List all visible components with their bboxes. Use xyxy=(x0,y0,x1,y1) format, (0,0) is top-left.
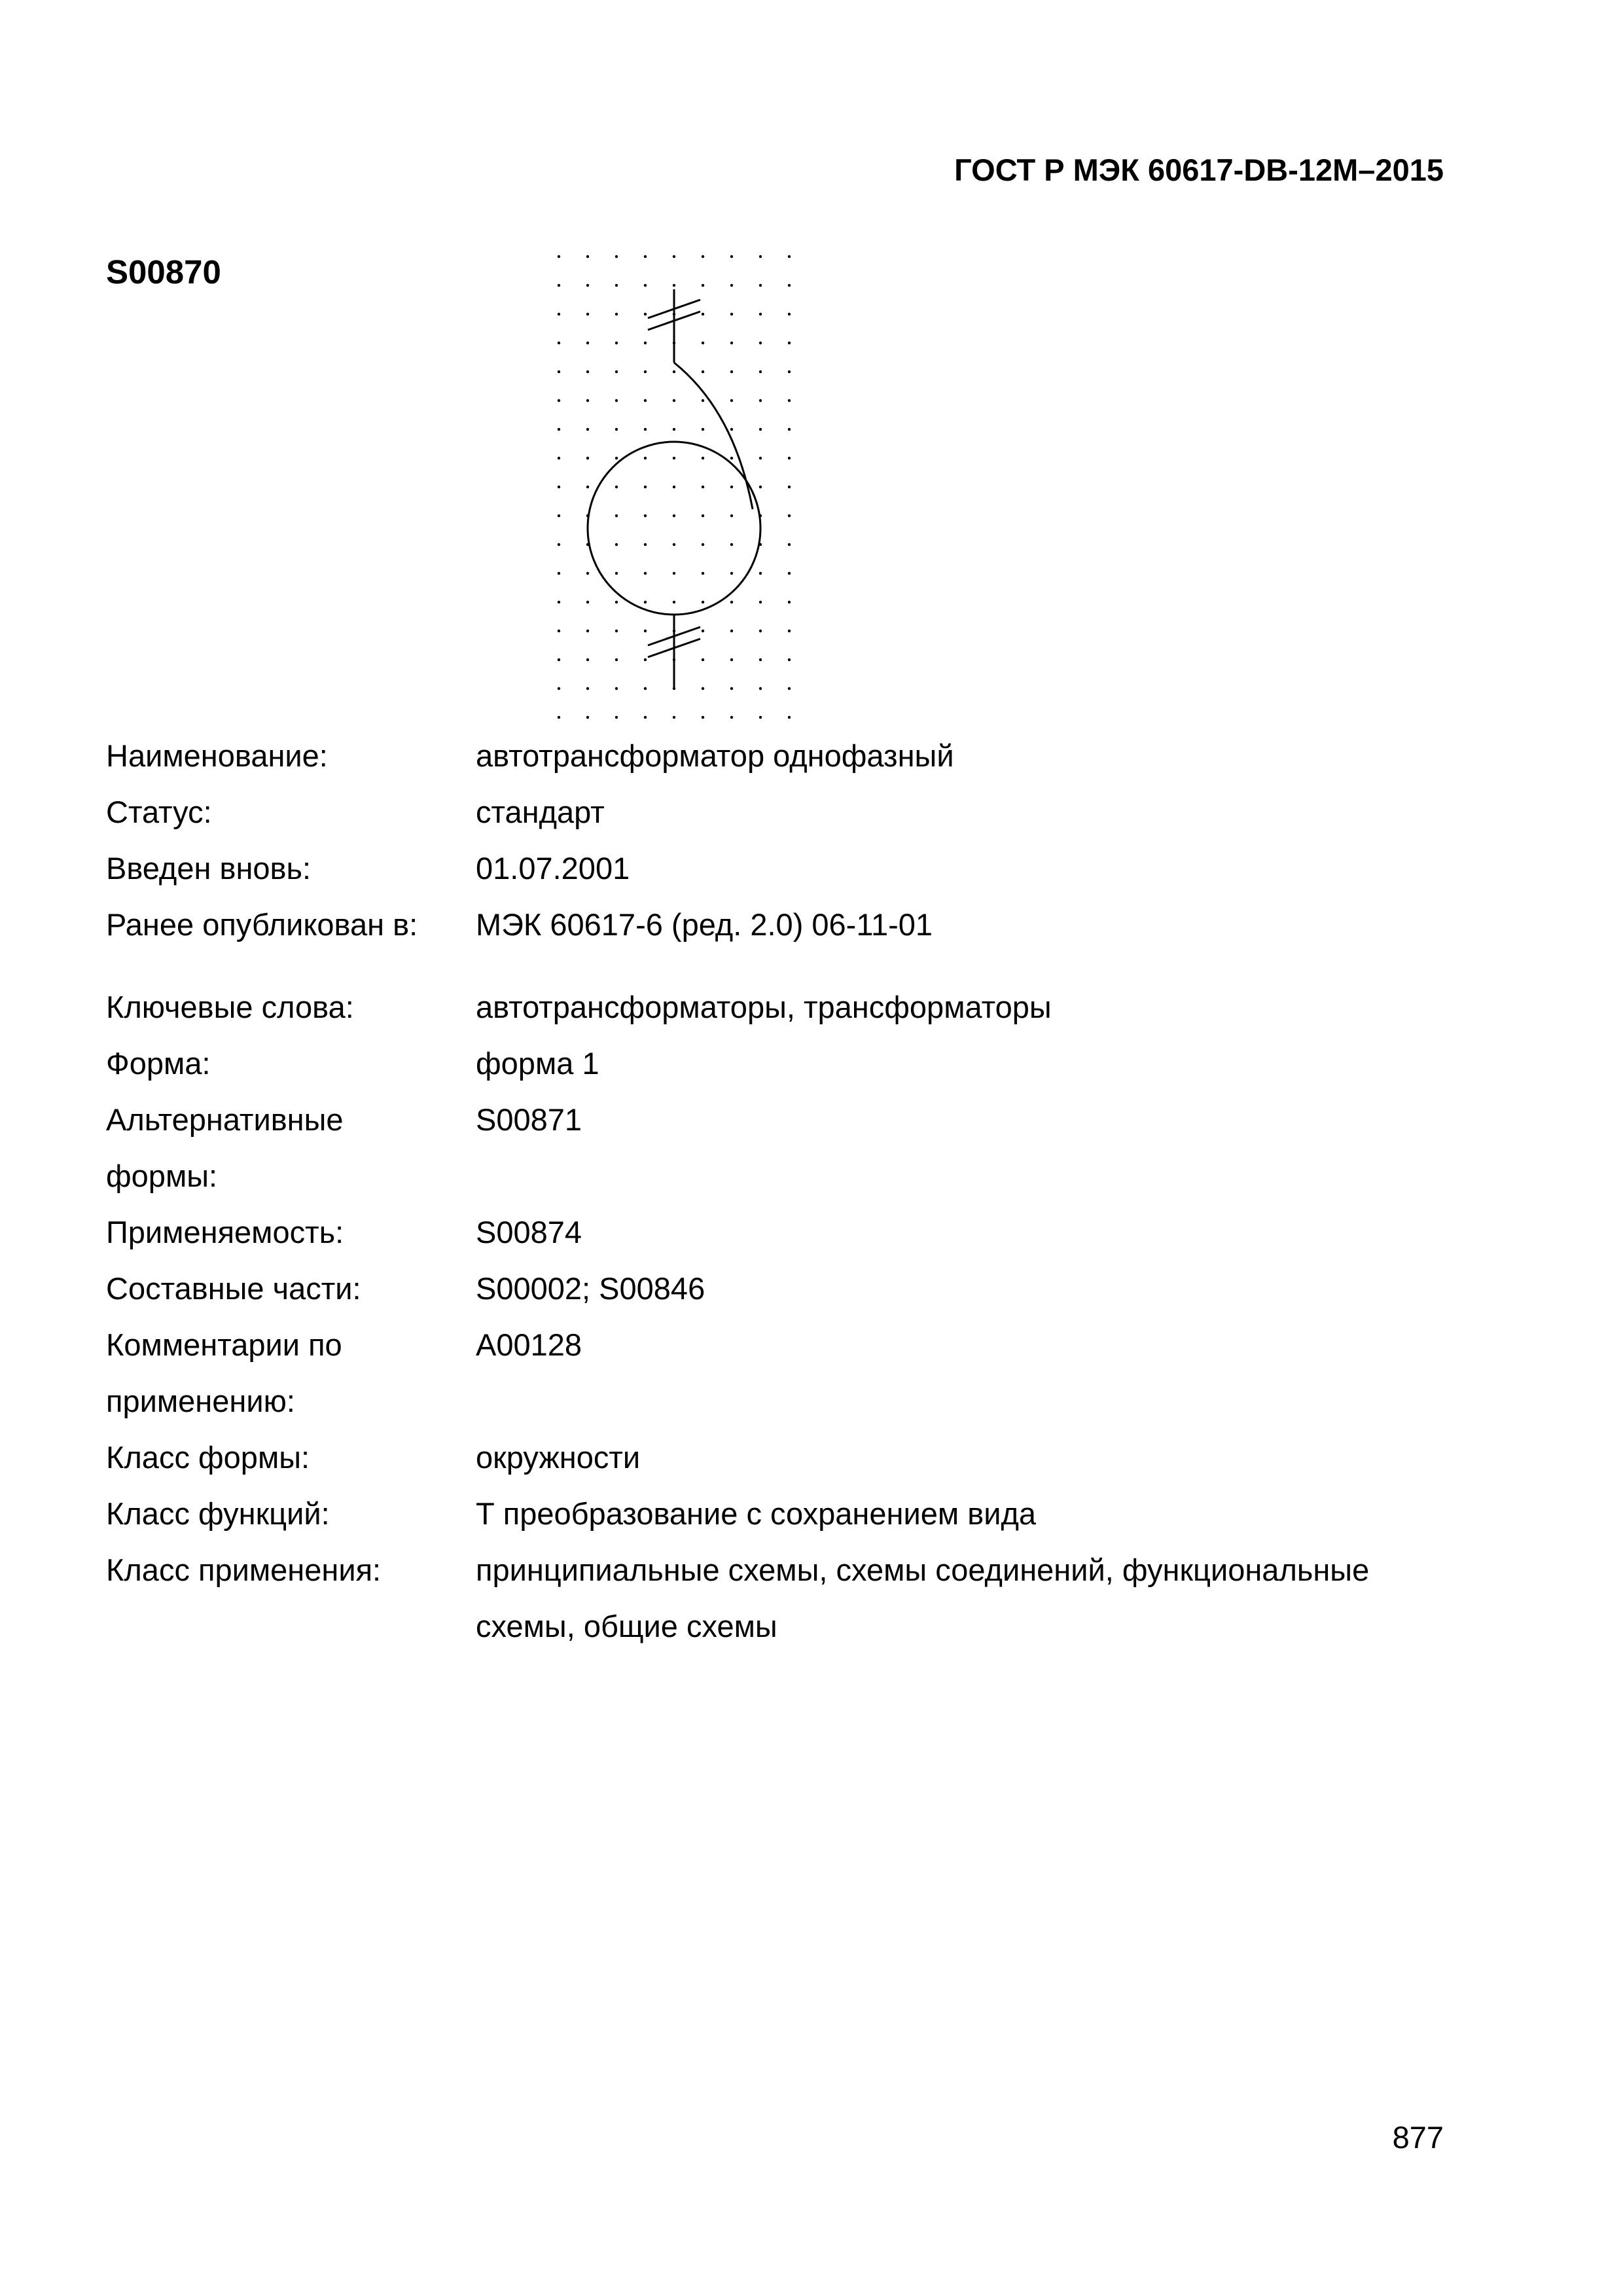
grid-dot xyxy=(586,457,589,459)
grid-dot xyxy=(644,255,647,258)
grid-dot xyxy=(558,399,560,402)
grid-dot xyxy=(730,342,733,344)
grid-dot xyxy=(730,543,733,546)
property-label: Наименование: xyxy=(106,738,328,773)
grid-dot xyxy=(644,572,647,575)
property-row-application-comments xyxy=(106,1317,1415,1429)
grid-dot xyxy=(586,370,589,373)
grid-dot xyxy=(730,284,733,287)
property-label: Ранее опубликован в: xyxy=(106,907,418,942)
grid-dot xyxy=(615,716,618,719)
grid-dot xyxy=(702,572,704,575)
grid-dot xyxy=(586,687,589,690)
grid-dot xyxy=(558,658,560,661)
property-label: Альтернативные формы: xyxy=(106,1102,344,1193)
grid-dot xyxy=(702,255,704,258)
grid-dot xyxy=(673,370,675,373)
grid-dot xyxy=(558,543,560,546)
tap-arc xyxy=(674,363,753,509)
grid-dot xyxy=(730,572,733,575)
grid-dot xyxy=(702,284,704,287)
grid-dot xyxy=(558,284,560,287)
grid-dot xyxy=(615,601,618,603)
property-row-application-class xyxy=(106,1542,1415,1655)
grid-dot xyxy=(558,601,560,603)
grid-dot xyxy=(702,399,704,402)
page-number: 877 xyxy=(1392,2120,1444,2155)
grid-dot xyxy=(644,601,647,603)
grid-dot xyxy=(759,284,762,287)
grid-dot xyxy=(615,658,618,661)
grid-dot xyxy=(673,255,675,258)
grid-dot xyxy=(558,342,560,344)
grid-dot xyxy=(615,572,618,575)
grid-dot xyxy=(615,313,618,315)
grid-dot xyxy=(730,370,733,373)
property-value: Т преобразование с сохранением вида xyxy=(476,1496,1037,1531)
grid-dot xyxy=(673,514,675,517)
property-value: автотрансформаторы, трансформаторы xyxy=(476,990,1052,1024)
grid-dot xyxy=(730,514,733,517)
grid-dot xyxy=(586,630,589,632)
property-row-keywords xyxy=(106,979,1415,1035)
grid-dot xyxy=(702,486,704,488)
grid-dot xyxy=(644,630,647,632)
grid-dot xyxy=(759,313,762,315)
grid-dot xyxy=(759,486,762,488)
grid-dot xyxy=(558,572,560,575)
grid-dot xyxy=(759,399,762,402)
grid-dot xyxy=(586,486,589,488)
property-value: S00871 xyxy=(476,1102,582,1137)
grid-dot xyxy=(673,716,675,719)
grid-dot xyxy=(788,716,791,719)
property-label: Комментарии по применению: xyxy=(106,1327,342,1418)
grid-dot xyxy=(615,342,618,344)
grid-dot xyxy=(644,658,647,661)
grid-dot xyxy=(730,601,733,603)
grid-dot xyxy=(702,687,704,690)
grid-dot xyxy=(730,399,733,402)
grid-dot xyxy=(615,514,618,517)
grid-dot xyxy=(615,428,618,431)
symbol-strokes xyxy=(588,289,760,689)
property-row-applicability xyxy=(106,1204,1415,1261)
grid-dot xyxy=(615,399,618,402)
property-value: МЭК 60617-6 (ред. 2.0) 06-11-01 xyxy=(476,907,933,942)
grid-dot xyxy=(615,255,618,258)
property-value: S00874 xyxy=(476,1215,582,1249)
grid-dot xyxy=(788,255,791,258)
property-label: Класс функций: xyxy=(106,1496,330,1531)
grid-dot xyxy=(615,284,618,287)
grid-dot xyxy=(586,428,589,431)
grid-dot xyxy=(759,572,762,575)
grid-dot xyxy=(788,428,791,431)
grid-dot xyxy=(558,255,560,258)
grid-dot xyxy=(702,514,704,517)
property-row-alternative-forms xyxy=(106,1092,1415,1204)
property-row-name xyxy=(106,728,1415,784)
grid-dot xyxy=(702,370,704,373)
single-phase-autotransformer-symbol-icon xyxy=(543,247,805,732)
grid-dot xyxy=(759,630,762,632)
grid-dot xyxy=(788,514,791,517)
grid-dot xyxy=(644,284,647,287)
grid-dot xyxy=(788,399,791,402)
grid-dot xyxy=(558,370,560,373)
symbol-code: S00870 xyxy=(106,253,221,291)
grid-dot xyxy=(615,543,618,546)
grid-dot xyxy=(644,399,647,402)
property-label: Применяемость: xyxy=(106,1215,344,1249)
grid-dot xyxy=(673,543,675,546)
property-row-function-class xyxy=(106,1486,1415,1542)
grid-dot xyxy=(586,572,589,575)
grid-dot xyxy=(730,255,733,258)
grid-dot xyxy=(702,342,704,344)
property-label: Статус: xyxy=(106,795,212,829)
grid-dot xyxy=(644,342,647,344)
property-value: окружности xyxy=(476,1440,641,1475)
grid-dot xyxy=(730,428,733,431)
property-value: S00002; S00846 xyxy=(476,1271,705,1306)
grid-dot xyxy=(730,687,733,690)
grid-dot xyxy=(586,284,589,287)
grid-dot xyxy=(673,428,675,431)
grid-dot xyxy=(558,630,560,632)
property-value: A00128 xyxy=(476,1327,582,1362)
grid-dot xyxy=(644,486,647,488)
grid-dot xyxy=(759,601,762,603)
grid-dot xyxy=(558,428,560,431)
property-row-form xyxy=(106,1035,1415,1092)
grid-dot xyxy=(788,284,791,287)
grid-dot xyxy=(788,457,791,459)
property-row-components xyxy=(106,1261,1415,1317)
grid-dot xyxy=(759,342,762,344)
grid-dot xyxy=(788,370,791,373)
grid-dot xyxy=(586,255,589,258)
property-value: стандарт xyxy=(476,795,605,829)
grid-dot xyxy=(788,572,791,575)
grid-dot xyxy=(759,687,762,690)
property-row-previously-published xyxy=(106,897,1415,953)
grid-dot xyxy=(730,716,733,719)
grid-dot xyxy=(558,514,560,517)
grid-dot xyxy=(558,687,560,690)
grid-dot xyxy=(702,630,704,632)
grid-dot xyxy=(586,716,589,719)
grid-dot xyxy=(702,313,704,315)
grid-dot xyxy=(788,687,791,690)
grid-dot xyxy=(586,313,589,315)
grid-dot xyxy=(615,370,618,373)
grid-dot xyxy=(558,313,560,315)
winding-circle xyxy=(588,442,760,615)
grid-dot xyxy=(644,687,647,690)
grid-dot xyxy=(644,457,647,459)
grid-dot xyxy=(730,630,733,632)
property-label: Класс формы: xyxy=(106,1440,310,1475)
grid-dot xyxy=(558,457,560,459)
grid-dot xyxy=(788,342,791,344)
property-label: Ключевые слова: xyxy=(106,990,354,1024)
grid-dot xyxy=(702,543,704,546)
grid-dot xyxy=(615,687,618,690)
property-label: Составные части: xyxy=(106,1271,361,1306)
document-standard-header: ГОСТ Р МЭК 60617-DB-12M–2015 xyxy=(954,152,1444,187)
grid-dot xyxy=(586,601,589,603)
grid-dot xyxy=(644,428,647,431)
grid-dot xyxy=(788,543,791,546)
grid-dot xyxy=(586,658,589,661)
grid-dot xyxy=(730,658,733,661)
grid-dot xyxy=(644,370,647,373)
property-label: Класс применения: xyxy=(106,1552,382,1587)
property-row-shape-class xyxy=(106,1429,1415,1486)
symbol-properties-list xyxy=(106,728,1415,1655)
grid-dot xyxy=(759,658,762,661)
grid-dot xyxy=(730,457,733,459)
grid-dot xyxy=(759,255,762,258)
grid-dot xyxy=(673,457,675,459)
grid-dot xyxy=(788,313,791,315)
grid-dot xyxy=(702,658,704,661)
grid-dot xyxy=(702,601,704,603)
grid-dot xyxy=(673,399,675,402)
grid-dot xyxy=(788,630,791,632)
grid-dot xyxy=(615,630,618,632)
grid-dot xyxy=(644,716,647,719)
grid-dot xyxy=(759,370,762,373)
grid-dot xyxy=(586,342,589,344)
grid-dot xyxy=(673,601,675,603)
grid-dot xyxy=(702,428,704,431)
grid-dot xyxy=(730,486,733,488)
grid-dot xyxy=(558,716,560,719)
grid-dot xyxy=(586,399,589,402)
property-label: Форма: xyxy=(106,1046,211,1081)
grid-dot xyxy=(644,543,647,546)
property-label: Введен вновь: xyxy=(106,851,312,886)
property-value: автотрансформатор однофазный xyxy=(476,738,954,773)
grid-dot xyxy=(788,601,791,603)
grid-dot xyxy=(673,284,675,287)
grid-dot xyxy=(615,486,618,488)
grid-dot xyxy=(759,428,762,431)
grid-dot xyxy=(759,457,762,459)
grid-dot xyxy=(673,572,675,575)
property-value: принципиальные схемы, схемы соединений, функциональные схемы, общие схемы xyxy=(476,1552,1370,1643)
grid-dot xyxy=(730,313,733,315)
property-value: 01.07.2001 xyxy=(476,851,630,886)
grid-dot xyxy=(702,457,704,459)
property-value: форма 1 xyxy=(476,1046,599,1081)
grid-dot xyxy=(759,716,762,719)
property-row-status xyxy=(106,784,1415,840)
grid-dot xyxy=(558,486,560,488)
grid-dot xyxy=(615,457,618,459)
grid-dot xyxy=(788,658,791,661)
property-row-introduced xyxy=(106,840,1415,897)
grid-dot xyxy=(644,313,647,315)
grid-dot xyxy=(644,514,647,517)
grid-dot xyxy=(673,486,675,488)
grid-dot xyxy=(702,716,704,719)
grid-dot xyxy=(788,486,791,488)
